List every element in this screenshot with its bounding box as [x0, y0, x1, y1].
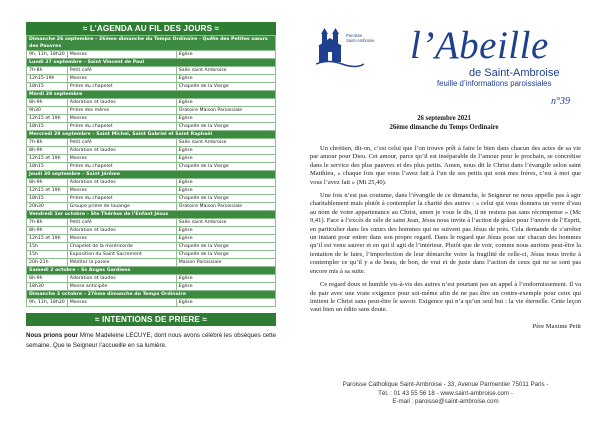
agenda-entry-row: [27, 107, 276, 115]
agenda-location: Chapelle de la Vierge: [176, 83, 275, 91]
agenda-location: Eglise: [176, 155, 275, 163]
agenda-location: Eglise: [176, 115, 275, 123]
agenda-activity: Adoration et laudes: [67, 179, 176, 187]
agenda-activity: Messes: [67, 155, 176, 163]
agenda-day-label: Vendredi 1er octobre – Ste Thérèse de l’Enfant Jésus: [27, 211, 276, 219]
agenda-entry-row: [27, 123, 276, 131]
intentions-lead: Nous prions pour: [26, 332, 78, 339]
agenda-location: Chapelle de la Vierge: [176, 251, 275, 259]
agenda-table: [26, 35, 276, 307]
agenda-entry-row: [27, 179, 276, 187]
agenda-location: Eglise: [176, 283, 275, 291]
agenda-activity: Petit café: [67, 139, 176, 147]
agenda-time: 20h-21h: [27, 259, 68, 267]
agenda-activity: Chapelet de la miséricorde: [67, 243, 176, 251]
agenda-day-header: [27, 291, 276, 299]
agenda-day-header: [27, 211, 276, 219]
agenda-activity: Petit café: [67, 219, 176, 227]
agenda-time: 12h15 et 19h: [27, 235, 68, 243]
editorial-paragraph: Une fois n’est pas coutume, dans l’évangile de ce dimanche, le Seigneur ne nous appelle pas à agir charitablement mais plutôt à contempler la charité des autres : « celui qui vous donnera un verre d’eau au nom de votre appartenance au Christ, amen je vous le dis, il ne restera pas sans récompense » (Mc 9,41). Face à l’excès de zèle de saint Jean, Jésus nous invite à l’action de grâce pour l’œuvre de l’Esprit, en particulier dans les cœurs des hommes qui ne suivent pas Jésus de près. Cela demande de s’arrêter un instant pour entrer dans son propre regard. Dans le regard que Jésus pose sur chacun des hommes qu’il est venu sauver et en qui il agit de l’intérieur. Plutôt que de voir, comme nous aurions peut-être la tentation de le faire, l’imperfection de leur démarche voire la fragilité de celle-ci, Jésus nous invite à contempler ce qu’il y a de beau, de bon, de vrai et de juste dans l’action de ceux qui ne se sont pas encore mis à sa suite.: [310, 192, 581, 275]
agenda-time: 7h-8h: [27, 219, 68, 227]
agenda-entry-row: [27, 235, 276, 243]
intentions-body: Mme Madeleine LECUYE, dont nous avons célébré les obsèques cette semaine. Que le Seigneur l’accueille en sa lumière.: [26, 332, 276, 349]
agenda-activity: Messes: [67, 299, 176, 307]
agenda-time: 8h-9h: [27, 227, 68, 235]
agenda-time: 12h15 et 19h: [27, 115, 68, 123]
agenda-activity: Prière du chapelet: [67, 123, 176, 131]
agenda-location: Chapelle de la Vierge: [176, 195, 275, 203]
agenda-location: Salle saint Ambroise: [176, 139, 275, 147]
agenda-banner: ≈ L’AGENDA AU FIL DES JOURS ≈: [26, 22, 276, 35]
agenda-day-header: [27, 171, 276, 179]
agenda-location: Chapelle de la Vierge: [176, 163, 275, 171]
agenda-day-label: Dimanche 26 septembre – 26ème dimanche du Temps Ordinaire - Quête des Petites sœurs des Pauvres: [27, 36, 276, 51]
agenda-time: 18h15: [27, 83, 68, 91]
agenda-location: Eglise: [176, 147, 275, 155]
agenda-time: 15h: [27, 243, 68, 251]
agenda-entry-row: [27, 67, 276, 75]
agenda-entry-row: [27, 227, 276, 235]
date-block: [310, 114, 578, 132]
logo-caption-line1: Paroisse: [346, 33, 363, 38]
footer-contact: Tél. : 01 43 55 56 18 - www.saint-ambroise.com -: [378, 389, 513, 397]
agenda-time: 8h-9h: [27, 275, 68, 283]
agenda-activity: Messes: [67, 115, 176, 123]
agenda-activity: Petit café: [67, 67, 176, 75]
date-line: 26 septembre 2021: [417, 115, 471, 122]
agenda-entry-row: [27, 139, 276, 147]
agenda-time: 9h, 11h, 18h30: [27, 299, 68, 307]
agenda-entry-row: [27, 115, 276, 123]
agenda-entry-row: [27, 187, 276, 195]
agenda-activity: Prière du chapelet: [67, 163, 176, 171]
newsletter-title: l’Abeille: [410, 24, 549, 67]
agenda-activity: Prière du chapelet: [67, 195, 176, 203]
agenda-day-header: [27, 267, 276, 275]
agenda-activity: Exposition du Saint Sacrement: [67, 251, 176, 259]
agenda-time: 18h30: [27, 283, 68, 291]
agenda-day-label: Jeudi 30 septembre – Saint Jérôme: [27, 171, 276, 179]
agenda-entry-row: [27, 219, 276, 227]
agenda-time: 18h15: [27, 195, 68, 203]
agenda-time: 20h30: [27, 203, 68, 211]
agenda-location: Oratoire Maison Paroissiale: [176, 203, 275, 211]
parish-footer: [310, 381, 581, 407]
agenda-entry-row: [27, 283, 276, 291]
editorial-signature: Père Maxime Petit: [532, 322, 581, 330]
agenda-day-header: [27, 59, 276, 67]
agenda-time: 7h-8h: [27, 139, 68, 147]
agenda-location: Maison Paroissiale: [176, 259, 275, 267]
agenda-time: 12h15 et 19h: [27, 187, 68, 195]
agenda-day-header: [27, 91, 276, 99]
agenda-day-label: Mardi 28 septembre: [27, 91, 276, 99]
agenda-time: 7h-8h: [27, 67, 68, 75]
logo-caption-line2: Saint-Ambroise: [346, 38, 375, 43]
agenda-day-label: Mercredi 29 septembre – Saint Michel, Saint Gabriel et Saint Raphaël: [27, 131, 276, 139]
agenda-location: Eglise: [176, 51, 275, 59]
agenda-location: Eglise: [176, 75, 275, 83]
agenda-activity: Messes: [67, 235, 176, 243]
agenda-location: Eglise: [176, 187, 275, 195]
footer-email: E-mail : paroisse@saint-ambroise.com: [392, 398, 499, 406]
agenda-time: 8h-9h: [27, 147, 68, 155]
agenda-entry-row: [27, 243, 276, 251]
agenda-entry-row: [27, 259, 276, 267]
agenda-entry-row: [27, 203, 276, 211]
agenda-day-header: [27, 131, 276, 139]
left-column: [26, 22, 276, 350]
agenda-activity: Prière du chapelet: [67, 83, 176, 91]
agenda-time: 12h15 et 19h: [27, 155, 68, 163]
agenda-location: Chapelle de la Vierge: [176, 123, 275, 131]
agenda-time: 9h30: [27, 107, 68, 115]
agenda-day-label: Lundi 27 septembre – Saint Vincent de Paul: [27, 59, 276, 67]
agenda-entry-row: [27, 299, 276, 307]
agenda-time: 12h15-19h: [27, 75, 68, 83]
agenda-entry-row: [27, 163, 276, 171]
agenda-time: 18h15: [27, 123, 68, 131]
agenda-location: Eglise: [176, 275, 275, 283]
newsletter-subtitle: de Saint-Ambroise: [469, 67, 560, 79]
agenda-activity: Adoration et laudes: [67, 227, 176, 235]
agenda-activity: Adoration et laudes: [67, 275, 176, 283]
agenda-location: Eglise: [176, 235, 275, 243]
agenda-location: Eglise: [176, 99, 275, 107]
sunday-line: 26ème dimanche du Temps Ordinaire: [389, 124, 499, 131]
agenda-day-label: Samedi 2 octobre – Ss Anges Gardiens: [27, 267, 276, 275]
agenda-day-label: Dimanche 3 octobre – 27ème dimanche du Temps Ordinaire: [27, 291, 276, 299]
issue-number: n°39: [551, 96, 570, 107]
agenda-entry-row: [27, 51, 276, 59]
agenda-time: 8h-9h: [27, 179, 68, 187]
agenda-location: Oratoire Maison Paroissiale: [176, 107, 275, 115]
agenda-activity: Messes: [67, 51, 176, 59]
agenda-day-header: [27, 36, 276, 51]
editorial-paragraph: Un chrétien, dit-on, c’est celui que l’on trouve prêt à faire le bien dans chacun des actes de sa vie par amour pour Dieu. Cet amour, parce qu’il est inséparable de l’amour pour le prochain, se concrétise dans le service des plus pauvres et des plus petits. Amen, nous dit le Christ dans l’évangile selon saint Matthieu, « chaque fois que vous l’avez fait à l’un de ses petits qui sont mes frères, c’est à moi que vous l’avez fait » (Mt 25,40).: [310, 145, 581, 186]
intentions-text: [26, 331, 276, 350]
editorial: [310, 145, 581, 336]
agenda-activity: Adoration et laudes: [67, 147, 176, 155]
agenda-location: Salle saint Ambroise: [176, 219, 275, 227]
agenda-location: Salle saint Ambroise: [176, 67, 275, 75]
agenda-time: 8h-9h: [27, 99, 68, 107]
agenda-entry-row: [27, 99, 276, 107]
agenda-activity: Prière des mères: [67, 107, 176, 115]
agenda-entry-row: [27, 195, 276, 203]
agenda-entry-row: [27, 147, 276, 155]
agenda-entry-row: [27, 155, 276, 163]
agenda-entry-row: [27, 275, 276, 283]
logo-caption: [346, 33, 375, 43]
agenda-time: 9h, 11h, 18h30: [27, 51, 68, 59]
agenda-entry-row: [27, 75, 276, 83]
agenda-location: Chapelle de la Vierge: [176, 243, 275, 251]
editorial-paragraph: Ce regard doux et humble vis-à-vis des autres n’est pourtant pas un appel à l’endormissement. Il va de pair avec une vraie exigence pour soi-même afin de ne pas être un contre-exemple pour ceux qui imitent le Christ sans peut-être le savoir. Exigence qui n’a qu’un seul but : la vie éternelle. Cette leçon vaut bien un édito sans doute.: [310, 281, 581, 314]
agenda-location: Eglise: [176, 179, 275, 187]
agenda-activity: Adoration et laudes: [67, 99, 176, 107]
agenda-location: Eglise: [176, 227, 275, 235]
agenda-entry-row: [27, 83, 276, 91]
agenda-activity: Méditer la parole: [67, 259, 176, 267]
agenda-location: Eglise: [176, 299, 275, 307]
agenda-activity: Groupe prière de louange: [67, 203, 176, 211]
agenda-activity: Messe anticipée: [67, 283, 176, 291]
newsletter-tagline: feuille d’informations paroissiales: [437, 79, 552, 88]
intentions-banner: ≈ INTENTIONS DE PRIERE ≈: [26, 313, 276, 326]
agenda-entry-row: [27, 251, 276, 259]
footer-address: Paroisse Catholique Saint-Ambroise - 33, Avenue Parmentier 75011 Paris -: [342, 381, 549, 388]
agenda-activity: Messes: [67, 187, 176, 195]
agenda-time: 18h15: [27, 163, 68, 171]
agenda-time: 15h: [27, 251, 68, 259]
agenda-activity: Messes: [67, 75, 176, 83]
